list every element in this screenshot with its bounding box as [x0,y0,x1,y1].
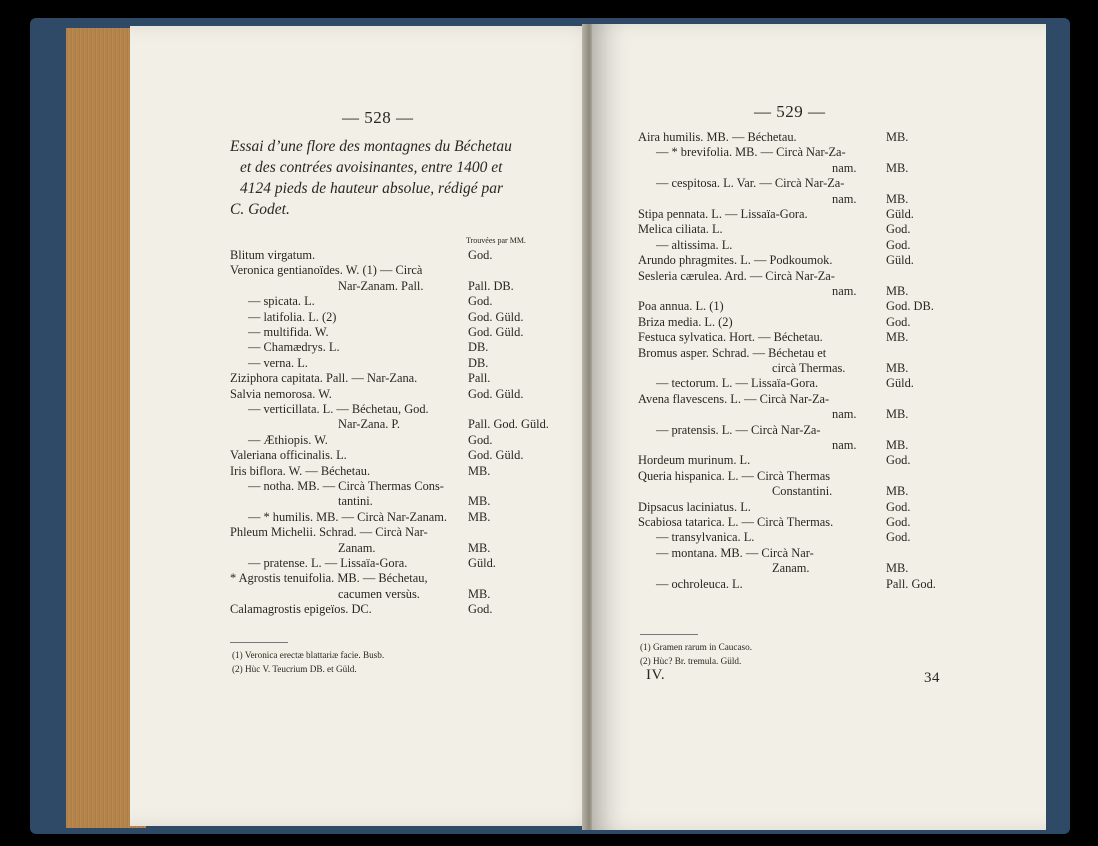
entry-name: Hordeum murinum. L. [638,453,751,468]
entry-name: Nar-Zanam. Pall. [338,278,424,293]
entry-finder: Pall. God. [886,576,936,591]
entry-finder: MB. [886,330,909,345]
entry-finder: MB. [886,484,909,499]
entry-finder: God. [886,515,911,529]
entry-name: Veronica gentianoïdes. W. (1) — Circà [230,263,423,278]
entry-name: Constantini. [772,484,833,499]
left-page-number: — 528 — [342,108,414,127]
entry-finder: Güld. [886,376,914,391]
entry-name: Nar-Zana. P. [338,417,401,432]
entry-name: — verticillata. L. — Béchetau, God. [248,402,429,416]
entry-name: — * brevifolia. MB. — Circà Nar-Za- [656,145,846,160]
entry-finder: MB. [886,561,909,576]
entry-name: Arundo phragmites. L. — Podkoumok. [638,253,833,268]
book [30,18,1070,834]
entry-name: nam. [832,160,857,175]
entry-name: Scabiosa tatarica. L. — Circà Thermas. [638,515,834,529]
entry-name: Festuca sylvatica. Hort. — Béchetau. [638,330,823,345]
entry-finder: MB. [468,463,491,478]
entry-finder: God. [468,602,493,617]
entry-finder: God. [886,237,911,252]
column-header: Trouvées par MM. [466,236,526,245]
entry-name: Phleum Michelii. Schrad. — Circà Nar- [230,525,428,540]
entry-name: cacumen versùs. [338,586,420,601]
entry-name: Ziziphora capitata. Pall. — Nar-Zana. [230,371,418,386]
entry-finder: MB. [468,586,491,601]
entry-finder: DB. [468,340,489,355]
entry-name: — * humilis. MB. — Circà Nar-Zanam. [248,509,448,524]
entry-finder: Pall. [468,371,491,386]
entry-finder: MB. [886,407,909,422]
entry-name: Bromus asper. Schrad. — Béchetau et [638,345,827,360]
footnote: (1) Gramen rarum in Caucaso. [640,642,752,652]
entry-name: Sesleria cærulea. Ard. — Circà Nar-Za- [638,268,835,283]
footnote: (1) Veronica erectæ blattariæ facie. Busb. [232,650,385,660]
entry-finder: Güld. [468,556,496,570]
entry-name: nam. [832,438,857,452]
title-line: Essai d’une flore des montagnes du Béchetau [230,138,512,155]
entry-finder: MB. [886,130,909,144]
entry-finder: MB. [468,540,491,555]
entry-finder: Güld. [886,207,914,221]
entry-finder: God. [886,499,911,514]
entry-name: Valeriana officinalis. L. [230,448,347,463]
entry-finder: God. Güld. [468,386,524,401]
entry-finder: God. [468,248,493,262]
entry-name: circà Thermas. [772,361,846,375]
entry-finder: MB. [468,494,491,509]
entry-name: Queria hispanica. L. — Circà Thermas [638,468,831,483]
signature-mark: IV. [646,667,666,683]
entry-finder: God. [468,432,493,447]
footnote: (2) Hùc V. Teucrium DB. et Güld. [232,664,357,674]
entry-finder: Güld. [886,253,914,268]
entry-finder: God. [886,530,911,545]
sheet-number: 34 [924,670,940,686]
entry-name: — Æthiopis. W. [248,432,328,447]
entry-name: — latifolia. L. (2) [248,309,337,324]
entry-name: — montana. MB. — Circà Nar- [656,545,814,560]
entry-name: Blitum virgatum. [230,248,316,262]
entry-name: — ochroleuca. L. [656,576,743,591]
entry-name: — altissima. L. [656,237,733,252]
entry-name: nam. [832,191,857,206]
entry-name: — multifida. W. [248,325,329,339]
left-footnote-rule [230,642,288,643]
entry-finder: God. [886,314,911,329]
entry-name: Stipa pennata. L. — Lissaïa-Gora. [638,207,808,221]
entry-finder: Pall. God. Güld. [468,417,549,432]
entry-finder: MB. [886,160,909,175]
entry-name: Avena flavescens. L. — Circà Nar-Za- [638,391,830,406]
entry-name: Dipsacus laciniatus. L. [638,499,751,514]
right-footnote-rule [640,634,698,635]
entry-name: — tectorum. L. — Lissaïa-Gora. [656,376,819,391]
entry-name: — cespitosa. L. Var. — Circà Nar-Za- [656,176,845,191]
entry-name: Poa annua. L. (1) [638,299,724,314]
entry-name: Briza media. L. (2) [638,314,733,329]
left-page [130,26,608,826]
entry-finder: God. Güld. [468,325,524,339]
entry-finder: MB. [886,361,909,375]
entry-finder: God. [886,453,911,468]
right-page [592,24,1046,830]
entry-name: — pratensis. L. — Circà Nar-Za- [656,422,821,437]
entry-name: — verna. L. [248,355,308,370]
title-line: C. Godet. [230,201,290,218]
entry-finder: God. [468,294,493,309]
entry-name: Calamagrostis epigeïos. DC. [230,602,372,617]
entry-name: Aira humilis. MB. — Béchetau. [638,130,797,144]
title-line: 4124 pieds de hauteur absolue, rédigé par [240,180,504,197]
entry-name: — spicata. L. [248,294,315,309]
entry-name: — pratense. L. — Lissaïa-Gora. [248,556,408,570]
footnote: (2) Hùc? Br. tremula. Güld. [640,656,742,666]
entry-finder: Pall. DB. [468,278,514,293]
entry-name: Iris biflora. W. — Béchetau. [230,463,371,478]
entry-name: nam. [832,284,857,298]
entry-name: Melica ciliata. L. [638,222,723,237]
entry-name: tantini. [338,494,373,509]
title-line: et des contrées avoisinantes, entre 1400 et [240,159,503,176]
entry-finder: God. Güld. [468,448,524,463]
entry-finder: MB. [886,191,909,206]
entry-name: * Agrostis tenuifolia. MB. — Béchetau, [230,571,428,586]
entry-finder: DB. [468,355,489,370]
entry-name: — Chamædrys. L. [248,340,340,355]
entry-name: — transylvanica. L. [656,530,755,545]
entry-finder: God. [886,222,911,237]
right-page-number: — 529 — [754,102,826,121]
entry-finder: MB. [886,438,909,452]
entry-name: — notha. MB. — Circà Thermas Cons- [248,479,444,493]
entry-finder: God. DB. [886,299,934,314]
entry-finder: MB. [886,284,909,298]
entry-name: Salvia nemorosa. W. [230,386,332,401]
entry-name: Zanam. [772,561,810,576]
entry-name: Zanam. [338,540,376,555]
entry-name: nam. [832,407,857,422]
entry-finder: MB. [468,509,491,524]
entry-finder: God. Güld. [468,309,524,324]
